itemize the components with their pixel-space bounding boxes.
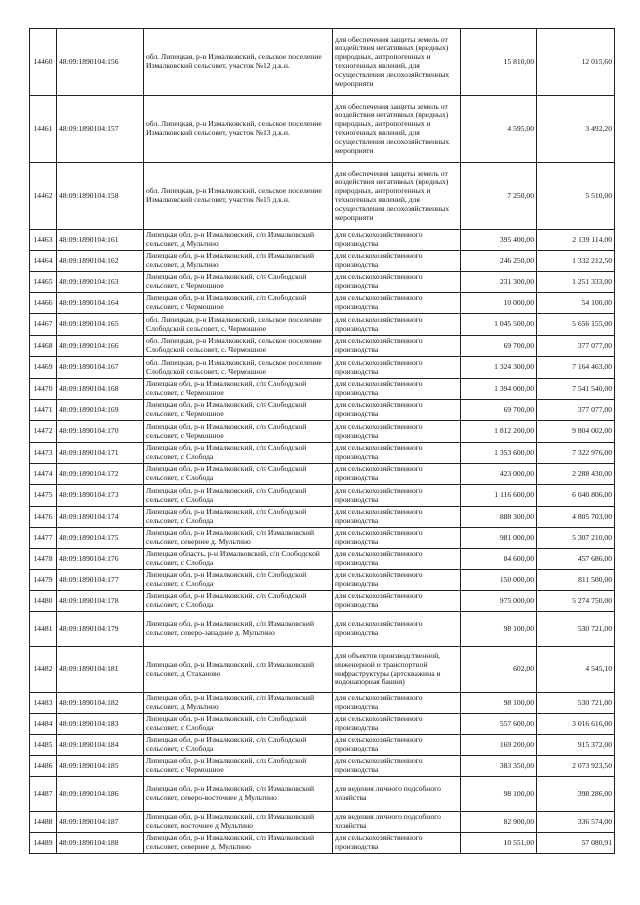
table-row [30,507,615,528]
table-row [30,272,615,293]
permitted-use-cell: для сельскохозяйственного производства [333,612,461,647]
cadastral-value-cell: 5 274 750,00 [537,591,615,612]
table-row [30,230,615,251]
table-row [30,314,615,336]
permitted-use-cell: для сельскохозяйственного производства [333,400,461,421]
table-row [30,96,615,163]
area-cell: 98 100,00 [461,693,537,714]
area-cell: 4 595,00 [461,96,537,163]
cadastral-value-cell: 7 322 976,00 [537,443,615,464]
cadastral-value-cell: 398 286,00 [537,777,615,812]
row-number: 14485 [30,735,57,756]
address-cell: Липецкая обл, р-н Измалковский, с/п Измалковский сельсовет, д Стаханово [144,647,333,693]
address-cell: обл. Липецкая, р-н Измалковский, сельское поселение Слободской сельсовет, с. Чермошное [144,357,333,379]
cadastral-number: 48:09:1890104:172 [57,464,144,485]
permitted-use-cell: для сельскохозяйственного производства [333,293,461,314]
permitted-use-cell: для сельскохозяйственного производства [333,714,461,735]
table-row [30,777,615,812]
permitted-use-cell: для сельскохозяйственного производства [333,379,461,400]
area-cell: 1 353 600,00 [461,443,537,464]
table-row [30,833,615,854]
permitted-use-cell: для сельскохозяйственного производства [333,336,461,357]
row-number: 14479 [30,570,57,591]
permitted-use-cell: для сельскохозяйственного производства [333,693,461,714]
area-cell: 1 394 000,00 [461,379,537,400]
table-row [30,756,615,777]
cadastral-value-cell: 5 656 155,00 [537,314,615,336]
cadastral-value-cell: 7 541 540,00 [537,379,615,400]
area-cell: 150 000,00 [461,570,537,591]
row-number: 14474 [30,464,57,485]
cadastral-number: 48:09:1890104:165 [57,314,144,336]
area-cell: 10 551,00 [461,833,537,854]
cadastral-value-cell: 4 545,10 [537,647,615,693]
area-cell: 69 700,00 [461,400,537,421]
cadastral-number: 48:09:1890104:168 [57,379,144,400]
cadastral-value-cell: 336 574,00 [537,812,615,833]
address-cell: Липецкая обл, р-н Измалковский, с/п Слободской сельсовет, с Чермошное [144,379,333,400]
address-cell: Липецкая обл, р-н Измалковский, с/п Измалковский сельсовет, северо-восточнее д Мультино [144,777,333,812]
cadastral-number: 48:09:1890104:176 [57,549,144,570]
table-row [30,485,615,507]
land-register-page [29,28,615,854]
cadastral-number: 48:09:1890104:174 [57,507,144,528]
area-cell: 395 400,00 [461,230,537,251]
cadastral-number: 48:09:1890104:179 [57,612,144,647]
permitted-use-cell: для сельскохозяйственного производства [333,314,461,336]
address-cell: обл. Липецкая, р-н Измалковский, сельское поселение Слободской сельсовет, с. Чермошное [144,336,333,357]
area-cell: 15 810,00 [461,29,537,96]
cadastral-value-cell: 2 139 114,00 [537,230,615,251]
row-number: 14475 [30,485,57,507]
area-cell: 98 100,00 [461,612,537,647]
permitted-use-cell: для ведения личного подсобного хозяйства [333,777,461,812]
area-cell: 7 250,00 [461,163,537,230]
row-number: 14483 [30,693,57,714]
area-cell: 169 200,00 [461,735,537,756]
cadastral-value-cell: 811 500,00 [537,570,615,591]
address-cell: Липецкая обл, р-н Измалковский, с/п Измалковский сельсовет, д Мультино [144,693,333,714]
cadastral-number: 48:09:1890104:175 [57,528,144,549]
cadastral-number: 48:09:1890104:181 [57,647,144,693]
area-cell: 1 116 600,00 [461,485,537,507]
permitted-use-cell: для сельскохозяйственного производства [333,507,461,528]
cadastral-value-cell: 5 510,00 [537,163,615,230]
cadastral-value-cell: 3 016 616,00 [537,714,615,735]
row-number: 14462 [30,163,57,230]
address-cell: Липецкая обл, р-н Измалковский, с/п Слободской сельсовет, с Чермошное [144,421,333,443]
permitted-use-cell: для сельскохозяйственного производства [333,591,461,612]
row-number: 14468 [30,336,57,357]
area-cell: 231 300,00 [461,272,537,293]
cadastral-number: 48:09:1890104:171 [57,443,144,464]
area-cell: 981 000,00 [461,528,537,549]
table-row [30,570,615,591]
cadastral-number: 48:09:1890104:184 [57,735,144,756]
address-cell: Липецкая обл, р-н Измалковский, с/п Слободской сельсовет, с Слобода [144,507,333,528]
cadastral-value-cell: 3 492,20 [537,96,615,163]
address-cell: Липецкая обл, р-н Измалковский, с/п Измалковский сельсовет, д Мультино [144,230,333,251]
cadastral-value-cell: 5 307 210,00 [537,528,615,549]
address-cell: Липецкая обл, р-н Измалковский, с/п Слободской сельсовет, с Слобода [144,443,333,464]
cadastral-number: 48:09:1890104:178 [57,591,144,612]
row-number: 14470 [30,379,57,400]
row-number: 14489 [30,833,57,854]
permitted-use-cell: для сельскохозяйственного производства [333,443,461,464]
cadastral-value-cell: 9 804 002,00 [537,421,615,443]
area-cell: 602,00 [461,647,537,693]
area-cell: 10 000,00 [461,293,537,314]
row-number: 14480 [30,591,57,612]
row-number: 14476 [30,507,57,528]
cadastral-value-cell: 1 251 333,00 [537,272,615,293]
area-cell: 84 600,00 [461,549,537,570]
cadastral-number: 48:09:1890104:182 [57,693,144,714]
cadastral-number: 48:09:1890104:161 [57,230,144,251]
row-number: 14461 [30,96,57,163]
table-row [30,693,615,714]
address-cell: обл. Липецкая, р-н Измалковский, сельское поселение Измалковский сельсовет, участок №12 д.к.н. [144,29,333,96]
cadastral-number: 48:09:1890104:158 [57,163,144,230]
cadastral-value-cell: 12 015,60 [537,29,615,96]
table-row [30,379,615,400]
row-number: 14482 [30,647,57,693]
row-number: 14477 [30,528,57,549]
cadastral-value-cell: 377 077,00 [537,336,615,357]
row-number: 14471 [30,400,57,421]
address-cell: Липецкая обл, р-н Измалковский, с/п Слободской сельсовет, с Чермошное [144,400,333,421]
permitted-use-cell: для сельскохозяйственного производства [333,528,461,549]
row-number: 14460 [30,29,57,96]
area-cell: 1 812 200,00 [461,421,537,443]
cadastral-number: 48:09:1890104:156 [57,29,144,96]
address-cell: Липецкая обл, р-н Измалковский, с/п Слободской сельсовет, с Чермошное [144,293,333,314]
table-row [30,714,615,735]
cadastral-number: 48:09:1890104:167 [57,357,144,379]
address-cell: Липецкая обл, р-н Измалковский, с/п Слободской сельсовет, с Слобода [144,714,333,735]
area-cell: 69 700,00 [461,336,537,357]
cadastral-value-cell: 457 686,00 [537,549,615,570]
table-row [30,591,615,612]
table-row [30,443,615,464]
cadastral-value-cell: 57 080,91 [537,833,615,854]
table-row [30,357,615,379]
area-cell: 98 100,00 [461,777,537,812]
permitted-use-cell: для сельскохозяйственного производства [333,549,461,570]
cadastral-value-cell: 2 073 923,50 [537,756,615,777]
cadastral-number: 48:09:1890104:164 [57,293,144,314]
row-number: 14478 [30,549,57,570]
cadastral-number: 48:09:1890104:186 [57,777,144,812]
permitted-use-cell: для обеспечения защиты земель от воздействия негативных (вредных) природных, антропогенных и техногенных явлений, для осуществления лесохозяйственных мероприяти [333,163,461,230]
permitted-use-cell: для сельскохозяйственного производства [333,230,461,251]
permitted-use-cell: для сельскохозяйственного производства [333,251,461,272]
permitted-use-cell: для сельскохозяйственного производства [333,464,461,485]
area-cell: 975 000,00 [461,591,537,612]
row-number: 14463 [30,230,57,251]
permitted-use-cell: для сельскохозяйственного производства [333,485,461,507]
row-number: 14488 [30,812,57,833]
cadastral-value-cell: 54 100,00 [537,293,615,314]
cadastral-number: 48:09:1890104:162 [57,251,144,272]
permitted-use-cell: для сельскохозяйственного производства [333,570,461,591]
address-cell: Липецкая обл, р-н Измалковский, с/п Измалковский сельсовет, д Мультино [144,251,333,272]
cadastral-number: 48:09:1890104:169 [57,400,144,421]
address-cell: Липецкая обл, р-н Измалковский, с/п Слободской сельсовет, с Слобода [144,591,333,612]
cadastral-number: 48:09:1890104:166 [57,336,144,357]
cadastral-value-cell: 530 721,00 [537,612,615,647]
cadastral-value-cell: 2 288 430,00 [537,464,615,485]
cadastral-number: 48:09:1890104:183 [57,714,144,735]
cadastral-value-cell: 6 040 806,00 [537,485,615,507]
permitted-use-cell: для сельскохозяйственного производства [333,756,461,777]
cadastral-table [29,28,615,854]
table-row [30,336,615,357]
area-cell: 557 600,00 [461,714,537,735]
cadastral-value-cell: 4 805 703,00 [537,507,615,528]
cadastral-number: 48:09:1890104:177 [57,570,144,591]
permitted-use-cell: для сельскохозяйственного производства [333,357,461,379]
address-cell: Липецкая обл, р-н Измалковский, с/п Слободской сельсовет, с Слобода [144,464,333,485]
row-number: 14469 [30,357,57,379]
row-number: 14484 [30,714,57,735]
area-cell: 1 045 500,00 [461,314,537,336]
permitted-use-cell: для сельскохозяйственного производства [333,833,461,854]
row-number: 14472 [30,421,57,443]
address-cell: обл. Липецкая, р-н Измалковский, сельское поселение Измалковский сельсовет, участок №15 д.к.н. [144,163,333,230]
table-row [30,163,615,230]
area-cell: 423 000,00 [461,464,537,485]
address-cell: Липецкая область, р-н Измалковский, с/п Слободской сельсовет, с Слобода [144,549,333,570]
address-cell: Липецкая обл, р-н Измалковский, с/п Слободской сельсовет, с Слобода [144,570,333,591]
permitted-use-cell: для обеспечения защиты земель от воздействия негативных (вредных) природных, антропогенных и техногенных явлений, для осуществления лесохозяйственных мероприяти [333,96,461,163]
table-row [30,29,615,96]
cadastral-value-cell: 7 164 463,00 [537,357,615,379]
cadastral-number: 48:09:1890104:157 [57,96,144,163]
cadastral-number: 48:09:1890104:163 [57,272,144,293]
row-number: 14467 [30,314,57,336]
permitted-use-cell: для ведения личного подсобного хозяйства [333,812,461,833]
address-cell: обл. Липецкая, р-н Измалковский, сельское поселение Измалковский сельсовет, участок №13 д.к.н. [144,96,333,163]
row-number: 14465 [30,272,57,293]
cadastral-number: 48:09:1890104:185 [57,756,144,777]
address-cell: Липецкая обл, р-н Измалковский, с/п Измалковский сельсовет, севернее д. Мультино [144,833,333,854]
permitted-use-cell: для сельскохозяйственного производства [333,735,461,756]
cadastral-table-body [30,29,615,854]
row-number: 14464 [30,251,57,272]
row-number: 14486 [30,756,57,777]
row-number: 14481 [30,612,57,647]
address-cell: Липецкая обл, р-н Измалковский, с/п Слободской сельсовет, с Слобода [144,735,333,756]
area-cell: 1 324 300,00 [461,357,537,379]
address-cell: обл. Липецкая, р-н Измалковский, сельское поселение Слободской сельсовет, с. Чермошное [144,314,333,336]
area-cell: 888 300,00 [461,507,537,528]
cadastral-number: 48:09:1890104:187 [57,812,144,833]
cadastral-value-cell: 915 372,00 [537,735,615,756]
address-cell: Липецкая обл, р-н Измалковский, с/п Слободской сельсовет, с Чермошное [144,272,333,293]
address-cell: Липецкая обл, р-н Измалковский, с/п Слободской сельсовет, с Чермошное [144,756,333,777]
row-number: 14487 [30,777,57,812]
permitted-use-cell: для сельскохозяйственного производства [333,421,461,443]
permitted-use-cell: для объектов производственной, инженерной и транспортной инфраструктуры (артскважина и водонапорная башня) [333,647,461,693]
area-cell: 82 900,00 [461,812,537,833]
table-row [30,528,615,549]
table-row [30,549,615,570]
cadastral-value-cell: 530 721,00 [537,693,615,714]
table-row [30,647,615,693]
cadastral-number: 48:09:1890104:173 [57,485,144,507]
address-cell: Липецкая обл, р-н Измалковский, с/п Измалковский сельсовет, восточнее д Мультино [144,812,333,833]
table-row [30,251,615,272]
cadastral-value-cell: 1 332 212,50 [537,251,615,272]
permitted-use-cell: для обеспечения защиты земель от воздействия негативных (вредных) природных, антропогенных и техногенных явлений, для осуществления лесохозяйственных мероприяти [333,29,461,96]
cadastral-number: 48:09:1890104:188 [57,833,144,854]
area-cell: 246 250,00 [461,251,537,272]
table-row [30,421,615,443]
table-row [30,464,615,485]
cadastral-value-cell: 377 077,00 [537,400,615,421]
table-row [30,612,615,647]
row-number: 14473 [30,443,57,464]
table-row [30,812,615,833]
address-cell: Липецкая обл, р-н Измалковский, с/п Слободской сельсовет, с Слобода [144,485,333,507]
address-cell: Липецкая обл, р-н Измалковский, с/п Измалковский сельсовет, северо-западнее д. Мультино [144,612,333,647]
table-row [30,400,615,421]
permitted-use-cell: для сельскохозяйственного производства [333,272,461,293]
address-cell: Липецкая обл, р-н Измалковский, с/п Измалковский сельсовет, севернее д. Мультино [144,528,333,549]
cadastral-number: 48:09:1890104:170 [57,421,144,443]
row-number: 14466 [30,293,57,314]
table-row [30,735,615,756]
table-row [30,293,615,314]
area-cell: 383 350,00 [461,756,537,777]
